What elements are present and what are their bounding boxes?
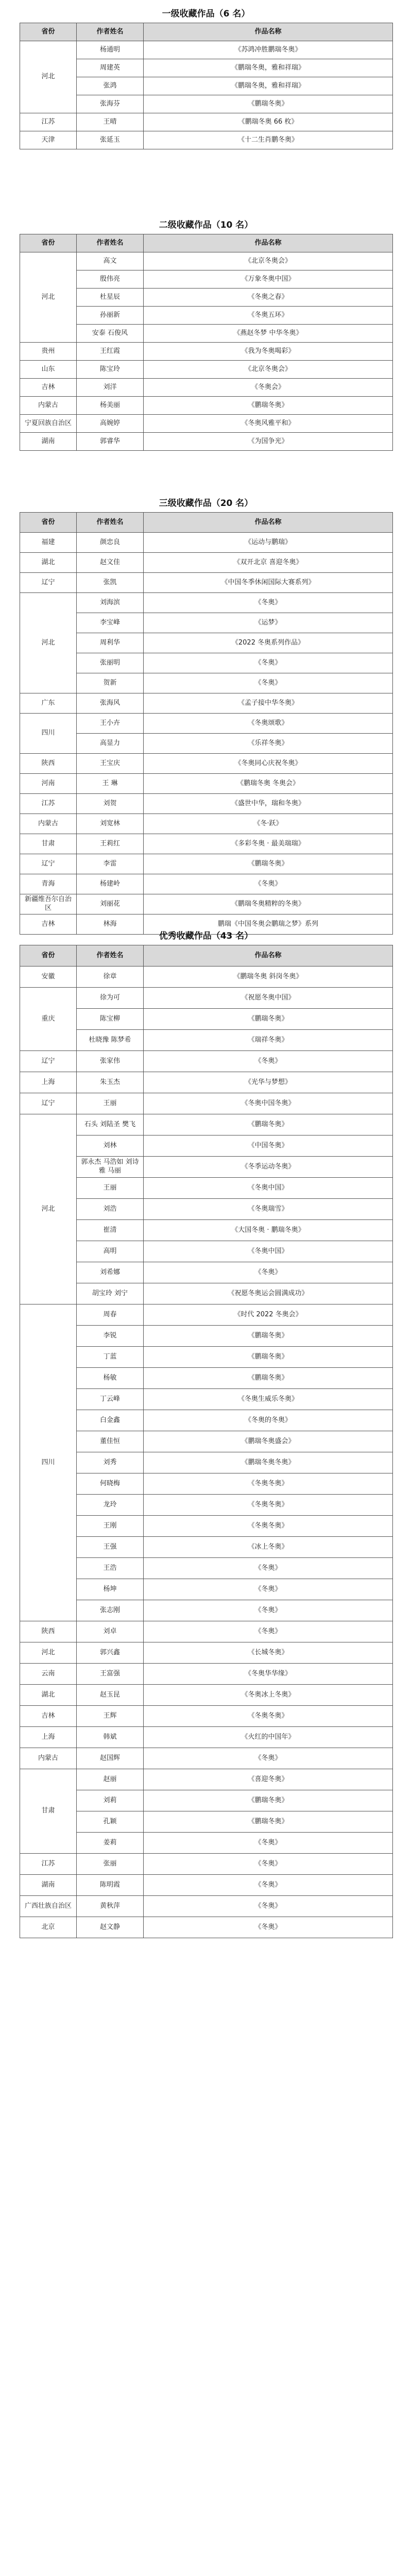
author-cell: 杨敏 xyxy=(77,1368,144,1389)
author-cell: 王宝庆 xyxy=(77,754,144,774)
author-cell: 白金鑫 xyxy=(77,1410,144,1431)
province-cell: 内蒙古 xyxy=(20,397,77,415)
author-cell: 刘秀 xyxy=(77,1452,144,1473)
work-cell: 《冬奥中国冬奥》 xyxy=(144,1093,393,1114)
table-row xyxy=(20,1875,393,1896)
work-cell: 《冬奥》 xyxy=(144,1600,393,1621)
author-cell: 王浩 xyxy=(77,1558,144,1579)
author-cell: 何晓梅 xyxy=(77,1473,144,1495)
work-cell: 《祝愿冬奥中国》 xyxy=(144,988,393,1009)
author-cell: 赵丽 xyxy=(77,1769,144,1790)
header-province: 省份 xyxy=(20,513,77,533)
author-cell: 周利华 xyxy=(77,633,144,653)
province-cell: 陕西 xyxy=(20,754,77,774)
work-cell: 《冬奥风雅平和》 xyxy=(144,415,393,433)
work-cell: 《冬奥颂歌》 xyxy=(144,714,393,734)
header-work: 作品名称 xyxy=(144,23,393,41)
work-cell: 《鹏瑞冬奥 66 枚》 xyxy=(144,113,393,131)
author-cell: 王 琳 xyxy=(77,774,144,794)
province-cell: 北京 xyxy=(20,1917,77,1938)
table-row xyxy=(20,397,393,415)
table-row xyxy=(20,553,393,573)
author-cell: 丁云峰 xyxy=(77,1389,144,1410)
province-cell: 广西壮族自治区 xyxy=(20,1896,77,1917)
table-row xyxy=(20,1854,393,1875)
section-title: 优秀收藏作品（43 名） xyxy=(159,931,253,941)
work-cell: 《冬奥》 xyxy=(144,593,393,613)
work-cell: 《孟子接中华冬奥》 xyxy=(144,693,393,714)
work-cell: 《冬奥的冬奥》 xyxy=(144,1410,393,1431)
work-cell: 《鹏瑞冬奥》 xyxy=(144,1326,393,1347)
work-cell: 《多彩冬奥 · 最美瑞瑞》 xyxy=(144,834,393,854)
table-row xyxy=(20,433,393,451)
work-cell: 《冬奥》 xyxy=(144,1558,393,1579)
author-cell: 王丽 xyxy=(77,1093,144,1114)
author-cell: 李锐 xyxy=(77,1326,144,1347)
author-cell: 张家伟 xyxy=(77,1051,144,1072)
author-cell: 刘希娜 xyxy=(77,1262,144,1283)
work-cell: 《北京冬奥会》 xyxy=(144,361,393,379)
author-cell: 刘海滨 xyxy=(77,593,144,613)
author-cell: 颜忠良 xyxy=(77,533,144,553)
province-cell: 河南 xyxy=(20,774,77,794)
work-cell: 《冬奥》 xyxy=(144,874,393,894)
author-cell: 杨坤 xyxy=(77,1579,144,1600)
work-cell: 《鹏瑞冬奥》 xyxy=(144,95,393,113)
author-cell: 崔清 xyxy=(77,1220,144,1241)
author-cell: 徐章 xyxy=(77,967,144,988)
work-cell: 《运梦》 xyxy=(144,613,393,633)
work-cell: 《十二生肖鹏冬奥》 xyxy=(144,131,393,149)
work-cell: 《冬奥生威乐冬奥》 xyxy=(144,1389,393,1410)
header-work: 作品名称 xyxy=(144,513,393,533)
table-row xyxy=(20,874,393,894)
work-cell: 《双开北京 喜迎冬奥》 xyxy=(144,553,393,573)
province-cell: 江苏 xyxy=(20,794,77,814)
work-cell: 《北京冬奥会》 xyxy=(144,252,393,270)
work-cell: 《冬奥》 xyxy=(144,1896,393,1917)
collection-table xyxy=(20,512,393,935)
province-cell: 上海 xyxy=(20,1072,77,1093)
author-cell: 李雷 xyxy=(77,854,144,874)
author-cell: 陈明霞 xyxy=(77,1875,144,1896)
table-row xyxy=(20,593,393,613)
work-cell: 《我为冬奥喝彩》 xyxy=(144,343,393,361)
table-header-row xyxy=(20,23,393,41)
table-row xyxy=(20,252,393,270)
table-row xyxy=(20,131,393,149)
table-row xyxy=(20,1051,393,1072)
work-cell: 《燕赵冬梦 中华冬奥》 xyxy=(144,325,393,343)
province-cell: 河北 xyxy=(20,41,77,113)
work-cell: 《冬奥五环》 xyxy=(144,307,393,325)
province-cell: 天津 xyxy=(20,131,77,149)
work-cell: 《冰上冬奥》 xyxy=(144,1537,393,1558)
work-cell: 《冬奥会》 xyxy=(144,379,393,397)
province-cell: 四川 xyxy=(20,714,77,754)
province-cell: 四川 xyxy=(20,1304,77,1621)
author-cell: 高明 xyxy=(77,1241,144,1262)
section-3 xyxy=(20,495,392,935)
author-cell: 孔颖 xyxy=(77,1811,144,1833)
work-cell: 《喜迎冬奥》 xyxy=(144,1769,393,1790)
author-cell: 杨美丽 xyxy=(77,397,144,415)
province-cell: 辽宁 xyxy=(20,854,77,874)
work-cell: 《冬奥冬奥》 xyxy=(144,1516,393,1537)
author-cell: 张延玉 xyxy=(77,131,144,149)
province-cell: 江苏 xyxy=(20,1854,77,1875)
work-cell: 《冬奥》 xyxy=(144,1748,393,1769)
author-cell: 高文 xyxy=(77,252,144,270)
author-cell: 张丽明 xyxy=(77,653,144,673)
table-row xyxy=(20,854,393,874)
author-cell: 刘莉 xyxy=(77,1790,144,1811)
table-row xyxy=(20,1727,393,1748)
work-cell: 《鹏瑞冬奥，雅和祥瑞》 xyxy=(144,77,393,95)
author-cell: 张海风 xyxy=(77,693,144,714)
province-cell: 山东 xyxy=(20,361,77,379)
work-cell: 《冬奥》 xyxy=(144,653,393,673)
table-row xyxy=(20,814,393,834)
author-cell: 郭永杰 马浩如 刘诗雅 马丽 xyxy=(77,1157,144,1178)
author-cell: 王刚 xyxy=(77,1516,144,1537)
work-cell: 《冬奥冬奥》 xyxy=(144,1495,393,1516)
section-2 xyxy=(20,216,392,451)
author-cell: 赵文佳 xyxy=(77,553,144,573)
work-cell: 《冬奥之春》 xyxy=(144,289,393,307)
province-cell: 青海 xyxy=(20,874,77,894)
author-cell: 刘卓 xyxy=(77,1621,144,1642)
work-cell: 《瑞祥冬奥》 xyxy=(144,1030,393,1051)
section-1 xyxy=(20,5,392,149)
header-author: 作者姓名 xyxy=(77,945,144,967)
author-cell: 杨通明 xyxy=(77,41,144,59)
province-cell: 河北 xyxy=(20,1114,77,1304)
author-cell: 张志刚 xyxy=(77,1600,144,1621)
author-cell: 张鸿 xyxy=(77,77,144,95)
author-cell: 龙玲 xyxy=(77,1495,144,1516)
work-cell: 《冬奥》 xyxy=(144,1854,393,1875)
author-cell: 王富强 xyxy=(77,1664,144,1685)
work-cell: 《火红的中国年》 xyxy=(144,1727,393,1748)
author-cell: 高婉婷 xyxy=(77,415,144,433)
table-row xyxy=(20,415,393,433)
author-cell: 张海芬 xyxy=(77,95,144,113)
table-header-row xyxy=(20,234,393,252)
work-cell: 《冬奥》 xyxy=(144,1579,393,1600)
work-cell: 《鹏瑞冬奥》 xyxy=(144,854,393,874)
author-cell: 胡宝玲 刘宁 xyxy=(77,1283,144,1304)
section-title: 三级收藏作品（20 名） xyxy=(159,498,253,509)
table-row xyxy=(20,361,393,379)
province-cell: 甘肃 xyxy=(20,834,77,854)
table-row xyxy=(20,1685,393,1706)
header-author: 作者姓名 xyxy=(77,234,144,252)
table-row xyxy=(20,1896,393,1917)
author-cell: 黄秋萍 xyxy=(77,1896,144,1917)
author-cell: 刘林 xyxy=(77,1136,144,1157)
province-cell: 广东 xyxy=(20,693,77,714)
author-cell: 刘丽花 xyxy=(77,894,144,914)
table-row xyxy=(20,573,393,593)
author-cell: 王丽 xyxy=(77,1178,144,1199)
work-cell: 《运动与鹏瑞》 xyxy=(144,533,393,553)
author-cell: 徐为可 xyxy=(77,988,144,1009)
table-row xyxy=(20,1664,393,1685)
work-cell: 《冬奥冬奥》 xyxy=(144,1473,393,1495)
author-cell: 陈宝柳 xyxy=(77,1009,144,1030)
table-row xyxy=(20,1642,393,1664)
province-cell: 云南 xyxy=(20,1664,77,1685)
province-cell: 宁夏回族自治区 xyxy=(20,415,77,433)
work-cell: 《冬季运动冬奥》 xyxy=(144,1157,393,1178)
author-cell: 王晴 xyxy=(77,113,144,131)
table-row xyxy=(20,754,393,774)
province-cell: 河北 xyxy=(20,252,77,343)
author-cell: 王辉 xyxy=(77,1706,144,1727)
work-cell: 《冬奥冰上冬奥》 xyxy=(144,1685,393,1706)
work-cell: 《冬奥中国》 xyxy=(144,1178,393,1199)
table-row xyxy=(20,693,393,714)
work-cell: 《冬奥华华缘》 xyxy=(144,1664,393,1685)
work-cell: 《鹏瑞冬奥》 xyxy=(144,1811,393,1833)
province-cell: 湖北 xyxy=(20,553,77,573)
work-cell: 《鹏瑞冬奥》 xyxy=(144,1009,393,1030)
author-cell: 姜莉 xyxy=(77,1833,144,1854)
author-cell: 张丽 xyxy=(77,1854,144,1875)
table-row xyxy=(20,1706,393,1727)
work-cell: 《2022 冬奥系列作品》 xyxy=(144,633,393,653)
author-cell: 殷伟亮 xyxy=(77,270,144,289)
work-cell: 《长城冬奥》 xyxy=(144,1642,393,1664)
table-row xyxy=(20,379,393,397)
work-cell: 《鹏瑞冬奥》 xyxy=(144,1790,393,1811)
author-cell: 孙丽新 xyxy=(77,307,144,325)
work-cell: 《鹏瑞冬奥 冬奥会》 xyxy=(144,774,393,794)
author-cell: 刘贺 xyxy=(77,794,144,814)
author-cell: 王红霞 xyxy=(77,343,144,361)
author-cell: 杜星辰 xyxy=(77,289,144,307)
author-cell: 董佳恒 xyxy=(77,1431,144,1452)
province-cell: 上海 xyxy=(20,1727,77,1748)
work-cell: 《鹏瑞冬奥盛会》 xyxy=(144,1431,393,1452)
author-cell: 朱玉杰 xyxy=(77,1072,144,1093)
work-cell: 《鹏瑞冬奥 斜岗冬奥》 xyxy=(144,967,393,988)
work-cell: 《冬奥》 xyxy=(144,1833,393,1854)
work-cell: 《冬奥冬奥》 xyxy=(144,1706,393,1727)
author-cell: 赵玉昆 xyxy=(77,1685,144,1706)
work-cell: 鹏瑞《中国冬奥会鹏瑞之梦》系列 xyxy=(144,914,393,935)
table-row xyxy=(20,113,393,131)
work-cell: 《冬奥》 xyxy=(144,1262,393,1283)
work-cell: 《冬奥中国》 xyxy=(144,1241,393,1262)
work-cell: 《中国冬奥》 xyxy=(144,1136,393,1157)
province-cell: 辽宁 xyxy=(20,573,77,593)
work-cell: 《鹏瑞冬奥冬奥》 xyxy=(144,1452,393,1473)
province-cell: 福建 xyxy=(20,533,77,553)
header-work: 作品名称 xyxy=(144,945,393,967)
author-cell: 安泰 石俊风 xyxy=(77,325,144,343)
work-cell: 《乐祥冬奥》 xyxy=(144,734,393,754)
author-cell: 刘洋 xyxy=(77,379,144,397)
author-cell: 张凯 xyxy=(77,573,144,593)
section-4 xyxy=(20,927,392,1938)
work-cell: 《祝愿冬奥运会圆满成功》 xyxy=(144,1283,393,1304)
province-cell: 内蒙古 xyxy=(20,1748,77,1769)
work-cell: 《鹏瑞冬奥》 xyxy=(144,1368,393,1389)
work-cell: 《鹏瑞冬奥》 xyxy=(144,1347,393,1368)
province-cell: 吉林 xyxy=(20,379,77,397)
section-title: 二级收藏作品（10 名） xyxy=(159,220,253,230)
collection-table xyxy=(20,234,393,451)
author-cell: 郭睿华 xyxy=(77,433,144,451)
province-cell: 新疆维吾尔自治区 xyxy=(20,894,77,914)
author-cell: 刘宽林 xyxy=(77,814,144,834)
table-row xyxy=(20,1621,393,1642)
author-cell: 杜晓豫 陈梦希 xyxy=(77,1030,144,1051)
table-row xyxy=(20,1748,393,1769)
province-cell: 湖北 xyxy=(20,1685,77,1706)
work-cell: 《万象冬奥中国》 xyxy=(144,270,393,289)
collection-table xyxy=(20,23,393,149)
table-row xyxy=(20,834,393,854)
table-row xyxy=(20,774,393,794)
province-cell: 贵州 xyxy=(20,343,77,361)
table-row xyxy=(20,1072,393,1093)
work-cell: 《大国冬奥 · 鹏瑞冬奥》 xyxy=(144,1220,393,1241)
work-cell: 《鹏瑞冬奥》 xyxy=(144,1114,393,1136)
work-cell: 《鹏瑞冬奥》 xyxy=(144,397,393,415)
header-author: 作者姓名 xyxy=(77,23,144,41)
province-cell: 吉林 xyxy=(20,1706,77,1727)
work-cell: 《冬奥》 xyxy=(144,1621,393,1642)
author-cell: 韩斌 xyxy=(77,1727,144,1748)
province-cell: 江苏 xyxy=(20,113,77,131)
table-row xyxy=(20,343,393,361)
author-cell: 王莉红 xyxy=(77,834,144,854)
work-cell: 《冬奥瑞雪》 xyxy=(144,1199,393,1220)
header-province: 省份 xyxy=(20,945,77,967)
province-cell: 甘肃 xyxy=(20,1769,77,1854)
author-cell: 周春 xyxy=(77,1304,144,1326)
work-cell: 《冬奥同心庆祝冬奥》 xyxy=(144,754,393,774)
table-row xyxy=(20,1093,393,1114)
author-cell: 李宝峰 xyxy=(77,613,144,633)
work-cell: 《鹏瑞冬奥，雅和祥瑞》 xyxy=(144,59,393,77)
province-cell: 辽宁 xyxy=(20,1051,77,1072)
table-row xyxy=(20,794,393,814)
header-province: 省份 xyxy=(20,23,77,41)
author-cell: 赵国辉 xyxy=(77,1748,144,1769)
author-cell: 贺新 xyxy=(77,673,144,693)
province-cell: 河北 xyxy=(20,593,77,693)
table-row xyxy=(20,1769,393,1790)
work-cell: 《冬奥》 xyxy=(144,673,393,693)
author-cell: 陈宝玲 xyxy=(77,361,144,379)
table-row xyxy=(20,533,393,553)
work-cell: 《鹏瑞冬奥精粹的冬奥》 xyxy=(144,894,393,914)
section-title: 一级收藏作品（6 名） xyxy=(162,9,250,19)
table-row xyxy=(20,967,393,988)
author-cell: 刘浩 xyxy=(77,1199,144,1220)
province-cell: 河北 xyxy=(20,1642,77,1664)
work-cell: 《时代 2022 冬奥会》 xyxy=(144,1304,393,1326)
province-cell: 内蒙古 xyxy=(20,814,77,834)
work-cell: 《冬·跃》 xyxy=(144,814,393,834)
header-province: 省份 xyxy=(20,234,77,252)
work-cell: 《为国争光》 xyxy=(144,433,393,451)
table-row xyxy=(20,988,393,1009)
work-cell: 《冬奥》 xyxy=(144,1051,393,1072)
province-cell: 辽宁 xyxy=(20,1093,77,1114)
work-cell: 《光华与梦想》 xyxy=(144,1072,393,1093)
author-cell: 赵文静 xyxy=(77,1917,144,1938)
table-header-row xyxy=(20,513,393,533)
work-cell: 《苏鸿冲胜鹏瑞冬奥》 xyxy=(144,41,393,59)
province-cell: 湖南 xyxy=(20,433,77,451)
author-cell: 林海 xyxy=(77,914,144,935)
author-cell: 高显力 xyxy=(77,734,144,754)
province-cell: 安徽 xyxy=(20,967,77,988)
table-row xyxy=(20,894,393,914)
province-cell: 重庆 xyxy=(20,988,77,1051)
author-cell: 郭兴鑫 xyxy=(77,1642,144,1664)
table-row xyxy=(20,714,393,734)
work-cell: 《冬奥》 xyxy=(144,1917,393,1938)
province-cell: 湖南 xyxy=(20,1875,77,1896)
province-cell: 吉林 xyxy=(20,914,77,935)
author-cell: 周建英 xyxy=(77,59,144,77)
work-cell: 《盛世中华，瑞和冬奥》 xyxy=(144,794,393,814)
province-cell: 陕西 xyxy=(20,1621,77,1642)
table-row xyxy=(20,1304,393,1326)
author-cell: 王强 xyxy=(77,1537,144,1558)
author-cell: 王小卉 xyxy=(77,714,144,734)
header-work: 作品名称 xyxy=(144,234,393,252)
table-row xyxy=(20,1917,393,1938)
collection-table xyxy=(20,945,393,1938)
work-cell: 《中国冬季休闲国际大赛系列》 xyxy=(144,573,393,593)
header-author: 作者姓名 xyxy=(77,513,144,533)
work-cell: 《冬奥》 xyxy=(144,1875,393,1896)
author-cell: 石头 刘陆圣 樊飞 xyxy=(77,1114,144,1136)
table-row xyxy=(20,1114,393,1136)
author-cell: 杨建岭 xyxy=(77,874,144,894)
table-header-row xyxy=(20,945,393,967)
table-row xyxy=(20,41,393,59)
author-cell: 丁蓝 xyxy=(77,1347,144,1368)
